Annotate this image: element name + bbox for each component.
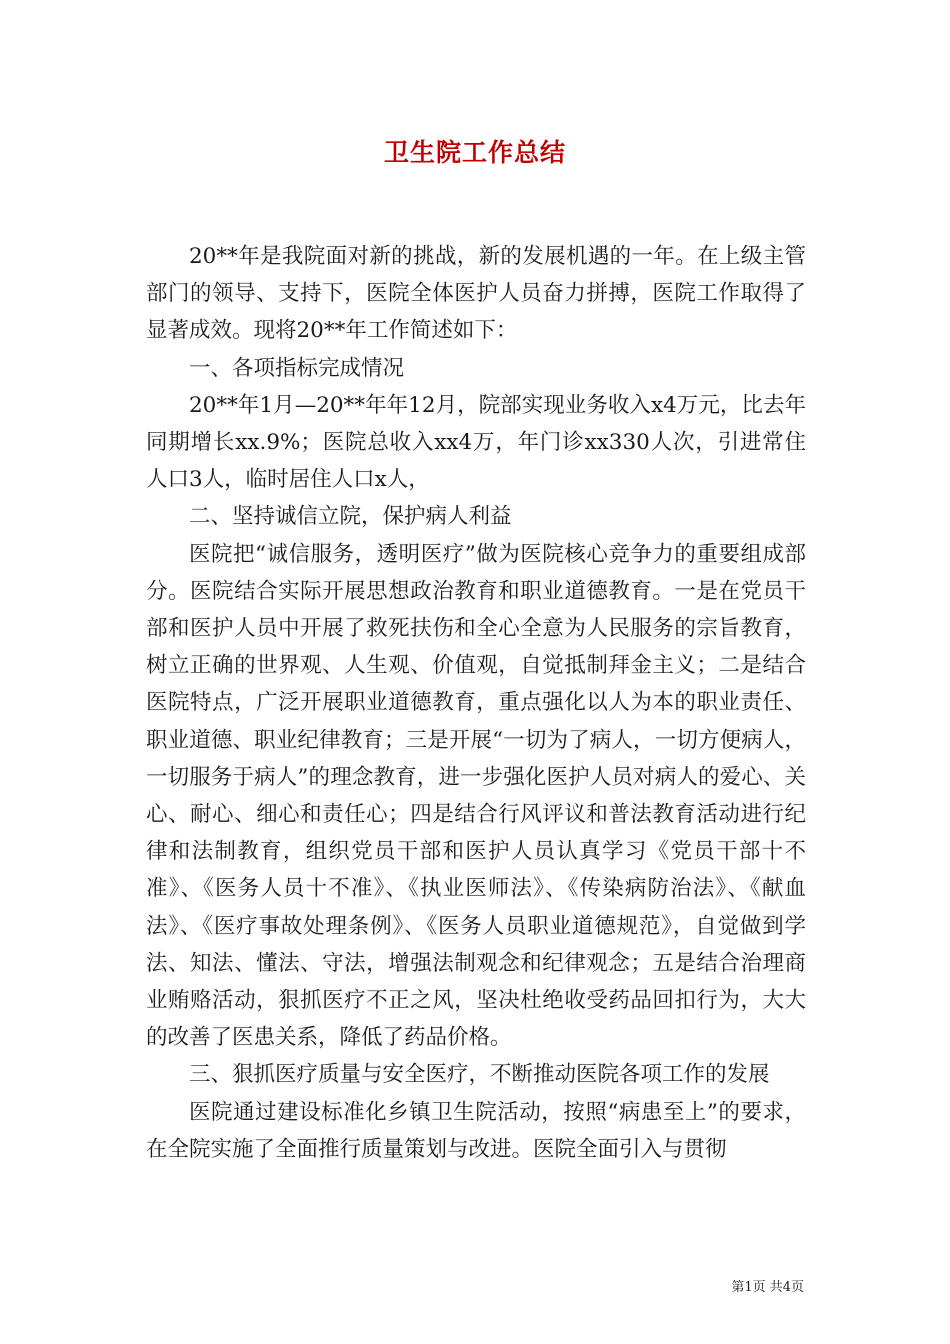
document-title: 卫生院工作总结 (383, 138, 566, 167)
section-heading-2: 二、坚持诚信立院，保护病人利益 (189, 504, 512, 530)
paragraph-integrity: 医院把“诚信服务，透明医疗”做为医院核心竞争力的重要组成部分。医院结合实际开展思想政治教育和职业道德教育。一是在党员干部和医护人员中开展了救死扶伤和全心全意为人民服务的宗旨教育，树立正确的世界观、人生观、价值观，自觉抵制拜金主义；二是结合医院特点，广泛开展职业道德教育，重点强化以人为本的职业责任、职业道德、职业纪律教育；三是开展“一切为了病人，一切方便病人，一切服务于病人”的理念教育，进一步强化医护人员对病人的爱心、关心、耐心、细心和责任心；四是结合行风评议和普法教育活动进行纪律和法制教育，组织党员干部和医护人员认真学习《党员干部十不准》、《医务人员十不准》、《执业医师法》、《传染病防治法》、《献血法》、《医疗事故处理条例》、《医务人员职业道德规范》，自觉做到学法、知法、懂法、守法，增强法制观念和纪律观念；五是结合治理商业贿赂活动，狠抓医疗不正之风，坚决杜绝收受药品回扣行为，大大的改善了医患关系，降低了药品价格。 (146, 541, 806, 1051)
paragraph-intro: 20**年是我院面对新的挑战，新的发展机遇的一年。在上级主管部门的领导、支持下，医院全体医护人员奋力拼搏，医院工作取得了显著成效。现将20**年工作简述如下： (146, 244, 806, 344)
section-heading-3: 三、狠抓医疗质量与安全医疗，不断推动医院各项工作的发展 (189, 1062, 770, 1088)
paragraph-quality: 医院通过建设标准化乡镇卫生院活动，按照“病患至上”的要求，在全院实施了全面推行质量策划与改进。医院全面引入与贯彻 (146, 1099, 806, 1162)
page-number-footer: 第1页 共4页 (731, 1280, 804, 1295)
paragraph-indicators: 20**年1月—20**年年12月，院部实现业务收入x4万元，比去年同期增长xx.9%；医院总收入xx4万，年门诊xx330人次，引进常住人口3人，临时居住人口x人， (146, 392, 806, 493)
document-body (146, 238, 806, 1168)
section-heading-1: 一、各项指标完成情况 (189, 355, 405, 381)
